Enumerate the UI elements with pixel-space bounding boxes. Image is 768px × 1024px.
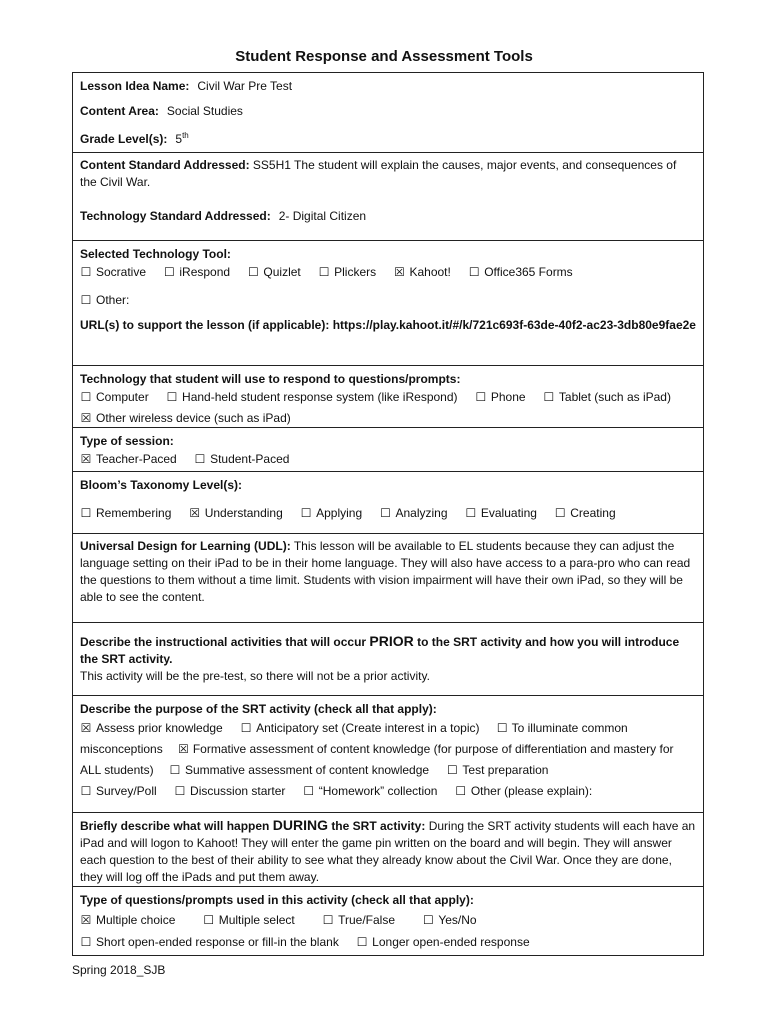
checkbox-icon: ☐	[203, 913, 215, 927]
purpose-option-anticipatory-set[interactable]	[240, 718, 479, 739]
option-label: Yes/No	[438, 913, 477, 927]
checkbox-icon: ☐	[356, 935, 368, 949]
option-label: Remembering	[96, 506, 172, 520]
checkbox-icon: ☐	[80, 935, 92, 949]
during-label-end: the SRT activity:	[331, 819, 426, 833]
prior-text: This activity will be the pre-test, so there will not be a prior activity.	[80, 669, 430, 683]
session-section	[73, 428, 703, 472]
option-label: Kahoot!	[409, 265, 451, 279]
option-label: Analyzing	[395, 506, 448, 520]
device-option-other-wireless[interactable]	[80, 409, 291, 427]
lesson-info-section	[73, 73, 703, 153]
checked-checkbox-icon: ☒	[80, 452, 92, 466]
checkbox-icon: ☐	[194, 452, 206, 466]
blooms-option-creating[interactable]	[554, 504, 615, 522]
standards-section	[73, 153, 703, 241]
purpose-section	[73, 696, 703, 813]
checkbox-icon: ☐	[163, 265, 175, 279]
url-link[interactable]: https://play.kahoot.it/#/k/721c693f-63de-40f2-ac23-3db80e9fae2e	[332, 318, 696, 332]
option-label: Plickers	[334, 265, 377, 279]
checkbox-icon: ☐	[80, 293, 92, 307]
checkbox-icon: ☐	[169, 763, 181, 777]
grade-value: 5	[175, 132, 183, 146]
checkbox-icon: ☐	[447, 763, 458, 777]
option-label: Office365 Forms	[484, 265, 573, 279]
lesson-name-label: Lesson Idea Name:	[80, 79, 190, 93]
checkbox-icon: ☐	[80, 506, 92, 520]
during-text: During the SRT activity students will each have an iPad and will logon to Kahoot! They will enter the game pin written on the board and will begin. They will answer each question to the best of their ability to see what they already know about the Civil War. Once they are done, they will log off the iPads and put them away.	[80, 819, 696, 884]
device-option-phone[interactable]	[475, 388, 526, 406]
blooms-option-applying[interactable]	[300, 504, 362, 522]
tool-option-quizlet[interactable]	[247, 263, 300, 281]
content-area-value: Social Studies	[166, 104, 243, 118]
option-label: Summative assessment of content knowledge	[184, 763, 430, 777]
option-label: Socrative	[96, 265, 147, 279]
option-label: Longer open-ended response	[372, 935, 530, 949]
tech-standard-value: 2- Digital Citizen	[278, 209, 367, 223]
during-label-start: Briefly describe what will happen	[80, 819, 270, 833]
option-label: Discussion starter	[190, 784, 286, 798]
checkbox-icon: ☐	[174, 784, 186, 798]
checkbox-icon: ☐	[465, 506, 477, 520]
checkbox-icon: ☐	[80, 265, 92, 279]
purpose-options	[80, 718, 696, 802]
option-label: To illuminate common misconceptions	[80, 721, 628, 756]
option-label: Short open-ended response or fill-in the blank	[96, 935, 339, 949]
option-label: Creating	[570, 506, 616, 520]
tool-option-kahoot[interactable]	[393, 263, 450, 281]
checkbox-icon: ☐	[543, 390, 555, 404]
footer-text: Spring 2018_SJB	[72, 963, 166, 977]
option-label: Student-Paced	[210, 452, 290, 466]
udl-section	[73, 534, 703, 623]
checkbox-icon: ☐	[475, 390, 487, 404]
blooms-option-analyzing[interactable]	[380, 504, 448, 522]
checked-checkbox-icon: ☒	[394, 265, 405, 279]
option-label: “Homework” collection	[318, 784, 438, 798]
device-option-computer[interactable]	[80, 388, 149, 406]
lesson-name-value: Civil War Pre Test	[197, 79, 293, 93]
tool-option-other[interactable]	[80, 291, 129, 309]
option-label: Other (please explain):	[470, 784, 593, 798]
option-label: Applying	[316, 506, 363, 520]
purpose-option-homework[interactable]	[303, 781, 438, 802]
checked-checkbox-icon: ☒	[80, 913, 92, 927]
option-label: Quizlet	[263, 265, 301, 279]
option-label: Understanding	[204, 506, 283, 520]
checkbox-icon: ☐	[240, 721, 252, 735]
assessment-form	[72, 72, 704, 956]
option-label: True/False	[338, 913, 395, 927]
checked-checkbox-icon: ☒	[80, 411, 92, 425]
purpose-option-test-prep[interactable]	[446, 760, 548, 781]
checkbox-icon: ☐	[318, 265, 330, 279]
checkbox-icon: ☐	[380, 506, 391, 520]
question-option-long-response[interactable]	[356, 931, 529, 953]
checkbox-icon: ☐	[468, 265, 480, 279]
blooms-option-evaluating[interactable]	[465, 504, 537, 522]
tool-option-plickers[interactable]	[318, 263, 376, 281]
option-label: Evaluating	[480, 506, 537, 520]
checkbox-icon: ☐	[455, 784, 467, 798]
tool-option-irespond[interactable]	[163, 263, 230, 281]
checkbox-icon: ☐	[496, 721, 508, 735]
prior-label-emphasis: PRIOR	[369, 633, 414, 649]
question-option-multiple-choice[interactable]	[80, 909, 175, 931]
prior-label-start: Describe the instructional activities that will occur	[80, 635, 367, 649]
option-label: Tablet (such as iPad)	[558, 390, 671, 404]
blooms-option-remembering[interactable]	[80, 504, 171, 522]
content-standard-value: SS5H1 The student will explain the causes, major events, and consequences of the Civil War.	[80, 158, 677, 189]
option-label: Teacher-Paced	[96, 452, 177, 466]
content-standard-label: Content Standard Addressed:	[80, 158, 250, 172]
question-option-short-response[interactable]	[80, 931, 339, 953]
questions-section	[73, 887, 703, 955]
content-area-label: Content Area:	[80, 104, 159, 118]
option-label: Phone	[490, 390, 526, 404]
option-label: Formative assessment of content knowledge (for purpose of differentiation and mastery for ALL students)	[80, 742, 674, 777]
device-option-handheld[interactable]	[166, 388, 457, 406]
checked-checkbox-icon: ☒	[80, 721, 92, 735]
checkbox-icon: ☐	[248, 265, 259, 279]
option-label: Other:	[96, 293, 130, 307]
checkbox-icon: ☐	[554, 506, 566, 520]
checkbox-icon: ☐	[322, 913, 334, 927]
blooms-option-understanding[interactable]	[189, 504, 283, 522]
checkbox-icon: ☐	[303, 784, 315, 798]
purpose-option-survey[interactable]	[80, 781, 157, 802]
purpose-option-discussion[interactable]	[174, 781, 285, 802]
option-label: Survey/Poll	[96, 784, 157, 798]
question-option-yes-no[interactable]	[422, 909, 476, 931]
device-option-tablet[interactable]	[543, 388, 671, 406]
purpose-option-other[interactable]	[455, 781, 592, 802]
option-label: Multiple choice	[96, 913, 176, 927]
during-label-emphasis: DURING	[272, 817, 328, 833]
question-option-multiple-select[interactable]	[203, 909, 295, 931]
session-option-teacher-paced[interactable]	[80, 450, 177, 468]
option-label: iRespond	[179, 265, 231, 279]
prior-section	[73, 623, 703, 696]
grade-label: Grade Level(s):	[80, 132, 168, 146]
session-label: Type of session:	[80, 434, 174, 448]
tool-section	[73, 241, 703, 366]
session-option-student-paced[interactable]	[194, 450, 289, 468]
respond-device-section	[73, 366, 703, 428]
during-section	[73, 813, 703, 887]
question-option-true-false[interactable]	[322, 909, 395, 931]
blooms-section	[73, 472, 703, 534]
page-title: Student Response and Assessment Tools	[235, 48, 533, 65]
option-label: Test preparation	[462, 763, 549, 777]
udl-text: This lesson will be available to EL students because they can adjust the language setting on their iPad to be in their home language. They will also have access to a para-pro who can read the questions to them without a time limit. Students with vision impairment will have their own iPad, so they will be able to see the content.	[80, 539, 691, 604]
checkbox-icon: ☐	[166, 390, 178, 404]
checked-checkbox-icon: ☒	[178, 742, 189, 756]
url-label: URL(s) to support the lesson (if applicable):	[80, 318, 330, 332]
purpose-option-summative[interactable]	[169, 760, 429, 781]
purpose-option-assess-prior[interactable]	[80, 718, 223, 739]
tool-option-socrative[interactable]	[80, 263, 146, 281]
grade-suffix: th	[182, 131, 189, 140]
option-label: Assess prior knowledge	[96, 721, 223, 735]
purpose-label: Describe the purpose of the SRT activity (check all that apply):	[80, 702, 437, 716]
tool-label: Selected Technology Tool:	[80, 247, 231, 261]
checkbox-icon: ☐	[300, 506, 312, 520]
checkbox-icon: ☐	[80, 390, 92, 404]
blooms-label: Bloom’s Taxonomy Level(s):	[80, 478, 243, 492]
option-label: Other wireless device (such as iPad)	[96, 411, 291, 425]
questions-label: Type of questions/prompts used in this activity (check all that apply):	[80, 893, 474, 907]
option-label: Anticipatory set (Create interest in a topic)	[256, 721, 480, 735]
checked-checkbox-icon: ☒	[189, 506, 201, 520]
checkbox-icon: ☐	[80, 784, 92, 798]
tool-options	[80, 263, 696, 281]
tech-standard-label: Technology Standard Addressed:	[80, 209, 271, 223]
udl-label: Universal Design for Learning (UDL):	[80, 539, 291, 553]
prior-label-end: to the SRT activity and how you will introduce the SRT activity.	[80, 635, 680, 666]
option-label: Hand-held student response system (like iRespond)	[182, 390, 458, 404]
option-label: Multiple select	[218, 913, 295, 927]
tool-option-office365[interactable]	[468, 263, 572, 281]
checkbox-icon: ☐	[422, 913, 434, 927]
respond-device-label: Technology that student will use to respond to questions/prompts:	[80, 372, 461, 386]
option-label: Computer	[96, 390, 149, 404]
